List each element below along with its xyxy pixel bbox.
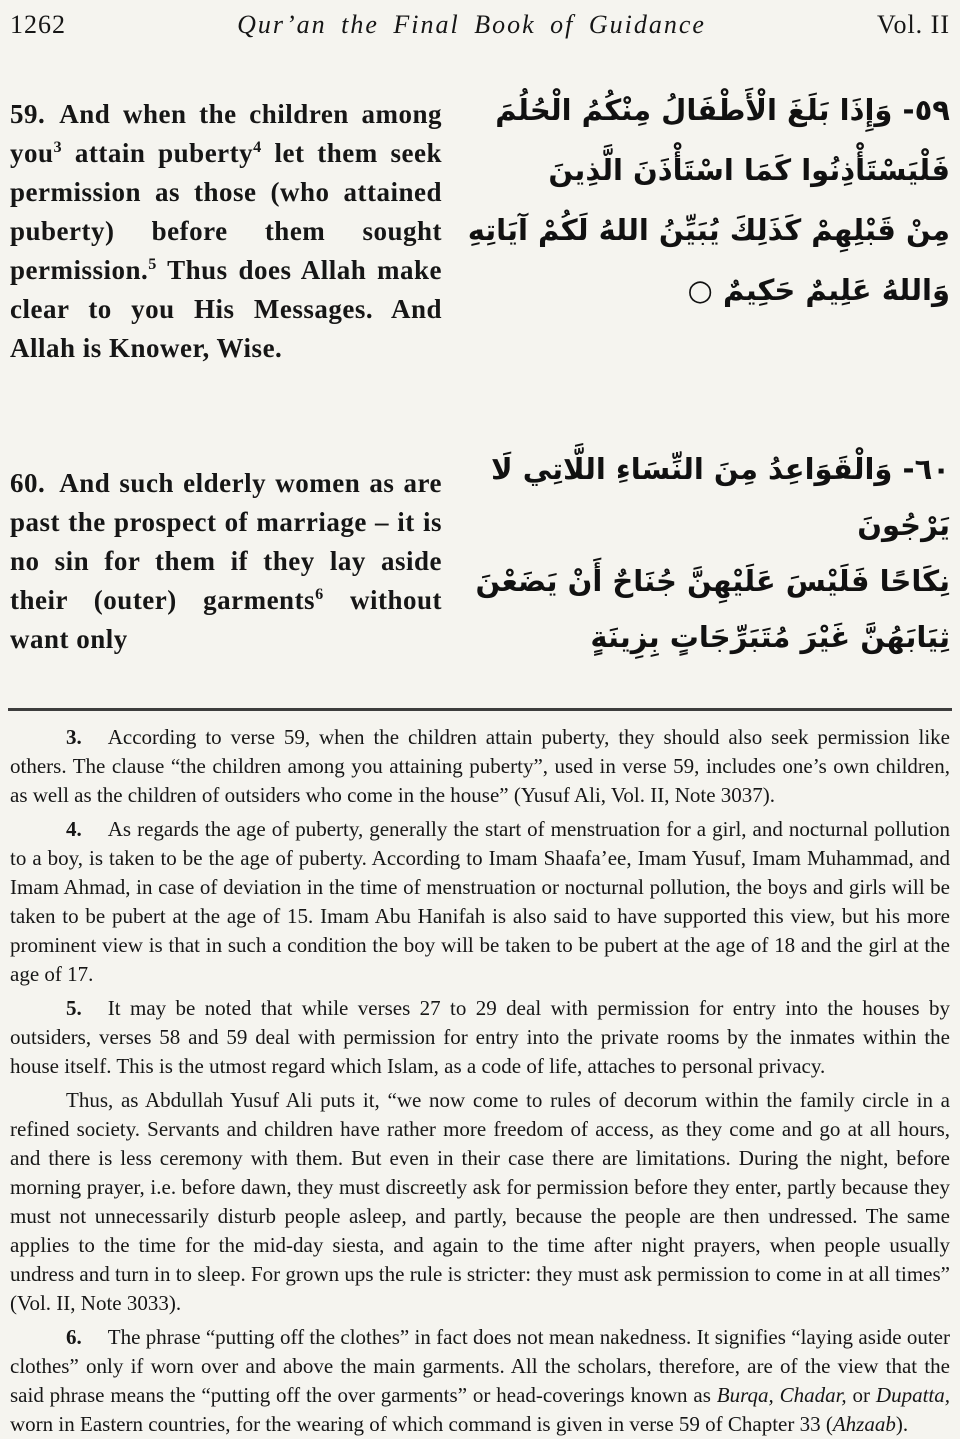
arabic-line: ٦٠- وَالْقَوَاعِدُ مِنَ النِّسَاءِ اللَّاتِي لَا يَرْجُونَ [491, 452, 950, 542]
verse-60-arabic [456, 437, 950, 686]
verse-59-row [10, 68, 950, 395]
page-header [10, 8, 950, 40]
arabic-line: فَلْيَسْتَأْذِنُوا كَمَا اسْتَأْذَنَ الَّذِينَ [548, 153, 950, 187]
arabic-line: وَاللهُ عَلِيمٌ حَكِيمٌ ○ [687, 273, 950, 307]
footnote-text: The phrase “putting off the clothes” in fact does not mean nakedness. It signifies “laying aside outer clothes” only if worn over and above the main garments. All the scholars, therefore, are of the view that the said phrase means the “putting off the over garments” or head-coverings known as Burqa, Chadar, or Dupatta, worn in Eastern countries, for the wearing of which command is given in verse 59 of Chapter 33 (Ahzaab). [10, 1325, 950, 1436]
footnotes-section [10, 723, 950, 1439]
page-title: Qur’an the Final Book of Guidance [237, 10, 706, 39]
arabic-line: مِنْ قَبْلِهِمْ كَذَلِكَ يُبَيِّنُ اللهُ لَكُمْ آيَاتِهِ [467, 213, 950, 247]
section-divider [8, 708, 952, 711]
arabic-line: نِكَاحًا فَلَيْسَ عَلَيْهِنَّ جُنَاحٌ أَنْ يَضَعْنَ [475, 564, 950, 598]
arabic-line: ثِيَابَهُنَّ غَيْرَ مُتَبَرِّجَاتٍ بِزِينَةٍ [590, 620, 950, 654]
verse-60-row [10, 437, 950, 686]
footnote-number: 3. [66, 725, 82, 749]
footnote-5 [10, 994, 950, 1081]
footnote-number: 4. [66, 817, 82, 841]
verse-60-english [10, 464, 442, 659]
verse-number: 59. [10, 99, 46, 129]
verse-59-english [10, 95, 442, 368]
verse-59-arabic [456, 68, 950, 395]
verse-body: And when the children among you$^3$ attain puberty$^4$ let them seek permission as those (who attained puberty) before them sought permission.$^5$ Thus does Allah make clear to you His Messages. And Allah is Knower, Wise. [10, 99, 443, 363]
footnote-5-continued [10, 1086, 950, 1318]
arabic-line: ٥٩- وَإِذَا بَلَغَ الْأَطْفَالُ مِنْكُمُ الْحُلُمَ [495, 93, 950, 127]
footnote-number: 6. [66, 1325, 82, 1349]
footnote-text: As regards the age of puberty, generally the start of menstruation for a girl, and nocturnal pollution to a boy, is taken to be the age of puberty. According to Imam Shaafa’ee, Imam Yusuf, Imam Muhammad, and Imam Ahmad, in case of deviation in the time of menstruation or nocturnal pollution, the boys and girls will be taken to be pubert at the age of 15. Imam Abu Hanifah is also said to have supported this view, but his more prominent view is that in such a condition the boy will be taken to be pubert at the age of 18 and the girl at the age of 17. [10, 817, 950, 986]
footnote-6 [10, 1323, 950, 1439]
page-number: 1262 [10, 10, 66, 39]
footnote-4 [10, 815, 950, 989]
verse-body: And such elderly women as are past the prospect of marriage – it is no sin for them if they lay aside their (outer) garments$^6$ without want only [10, 468, 443, 654]
footnote-number: 5. [66, 996, 82, 1020]
footnote-3 [10, 723, 950, 810]
footnote-text: Thus, as Abdullah Yusuf Ali puts it, “we now come to rules of decorum within the family circle in a refined society. Servants and children have rather more freedom of access, as they come and go at all hours, and there is less ceremony with them. But even in their case there are limitations. During the night, before morning prayer, i.e. before dawn, they must discreetly ask for permission before they enter, partly because they must not unnecessarily disturb people asleep, and partly, because the people are then undressed. The same applies to the time for the mid-day siesta, and again to the time after night prayers, when people usually undress and turn in to sleep. For grown ups the rule is stricter: they must ask permission to come in at all times” (Vol. II, Note 3033). [10, 1088, 950, 1315]
footnote-text: It may be noted that while verses 27 to 29 deal with permission for entry into the houses by outsiders, verses 58 and 59 deal with permission for entry into the private rooms by the inmates within the house itself. This is the utmost regard which Islam, as a code of life, attaches to personal privacy. [10, 996, 950, 1078]
verse-number: 60. [10, 468, 46, 498]
footnote-text: According to verse 59, when the children attain puberty, they should also seek permission like others. The clause “the children among you attaining puberty”, used in verse 59, includes one’s own children, as well as the children of outsiders who come in the house” (Yusuf Ali, Vol. II, Note 3037). [10, 725, 950, 807]
verse-section [10, 68, 950, 686]
volume-label: Vol. II [877, 10, 950, 39]
